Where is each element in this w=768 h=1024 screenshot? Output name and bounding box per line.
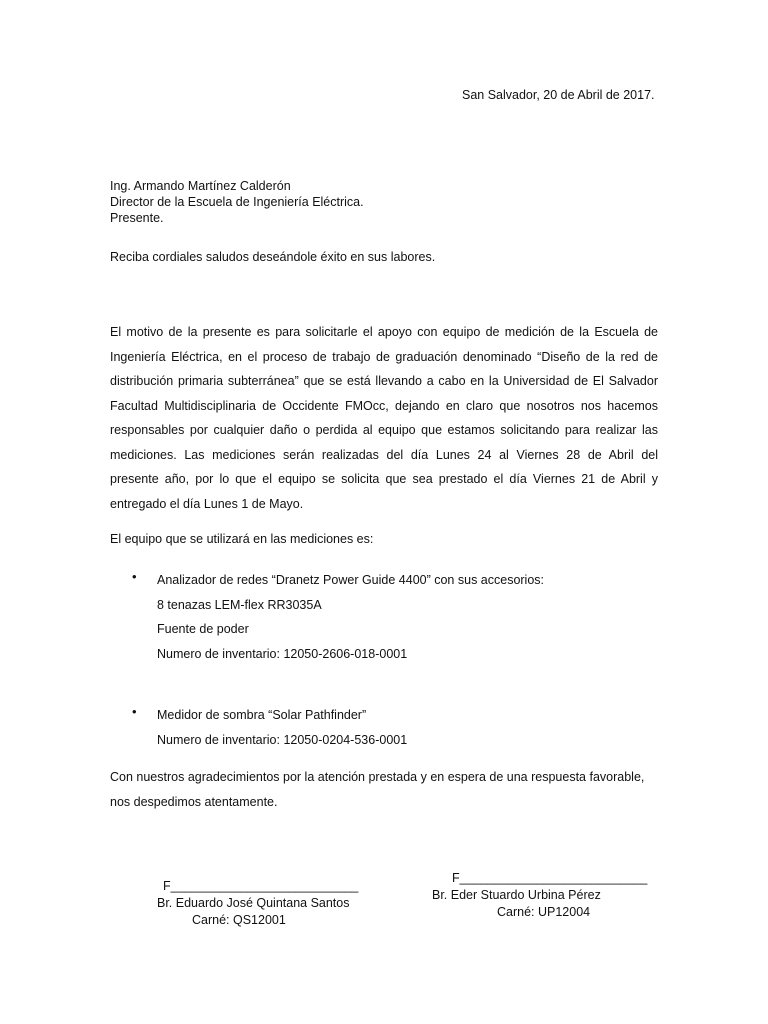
letter-date: San Salvador, 20 de Abril de 2017.	[462, 88, 655, 102]
body-line: El motivo de la presente es para solicitarle el apoyo con equipo de medición de la Escuela de	[110, 325, 658, 339]
equipment-line: Numero de inventario: 12050-2606-018-0001	[157, 646, 408, 661]
equipment-intro: El equipo que se utilizará en las mediciones es:	[110, 532, 374, 546]
equipment-line: Analizador de redes “Dranetz Power Guide 4400” con sus accesorios:	[157, 573, 545, 587]
body-line: mediciones. Las mediciones serán realizadas del día Lunes 24 al Viernes 28 de Abril del	[110, 447, 658, 462]
recipient-name: Ing. Armando Martínez Calderón	[110, 179, 291, 193]
bullet-icon: •	[132, 569, 137, 584]
signature-carne-right: Carné: UP12004	[497, 905, 591, 919]
equipment-line: 8 tenazas LEM-flex RR3035A	[157, 597, 322, 612]
signature-name-right: Br. Eder Stuardo Urbina Pérez	[432, 888, 601, 902]
equipment-line: Fuente de poder	[157, 622, 249, 636]
body-paragraph	[110, 320, 658, 516]
equipment-item-shade-meter	[157, 703, 407, 752]
body-line: Facultad Multidisciplinaria de Occidente FMOcc, dejando en claro que nosotros nos hacemos	[110, 398, 658, 413]
body-line: Ingeniería Eléctrica, en el proceso de trabajo de graduación denominado “Diseño de la red de	[110, 349, 658, 364]
equipment-line: Medidor de sombra “Solar Pathfinder”	[157, 708, 367, 722]
signature-carne-left: Carné: QS12001	[192, 913, 286, 927]
body-line: entregado el día Lunes 1 de Mayo.	[110, 496, 304, 511]
body-line: distribución primaria subterránea” que se está llevando a cabo en la Universidad de El Salvador	[110, 374, 658, 388]
recipient-block	[110, 178, 364, 226]
body-line: responsables por cualquier daño o perdida al equipo que estamos solicitando para realizar las	[110, 423, 658, 437]
equipment-line: Numero de inventario: 12050-0204-536-0001	[157, 732, 408, 747]
greeting: Reciba cordiales saludos deseándole éxito en sus labores.	[110, 250, 436, 264]
signature-line-left: F___________________________	[163, 879, 359, 893]
signature-line-right: F___________________________	[452, 871, 648, 885]
body-line: presente año, por lo que el equipo se solicita que sea prestado el día Viernes 21 de Abril y	[110, 472, 658, 486]
recipient-title: Director de la Escuela de Ingeniería Eléctrica.	[110, 195, 364, 209]
bullet-icon: •	[132, 704, 137, 719]
recipient-presente: Presente.	[110, 211, 164, 225]
closing-line: Con nuestros agradecimientos por la atención prestada y en espera de una respuesta favorable,	[110, 770, 645, 784]
closing-line: nos despedimos atentamente.	[110, 794, 278, 809]
signature-name-left: Br. Eduardo José Quintana Santos	[157, 896, 350, 910]
equipment-item-analyzer	[157, 568, 544, 666]
closing-paragraph	[110, 765, 644, 814]
